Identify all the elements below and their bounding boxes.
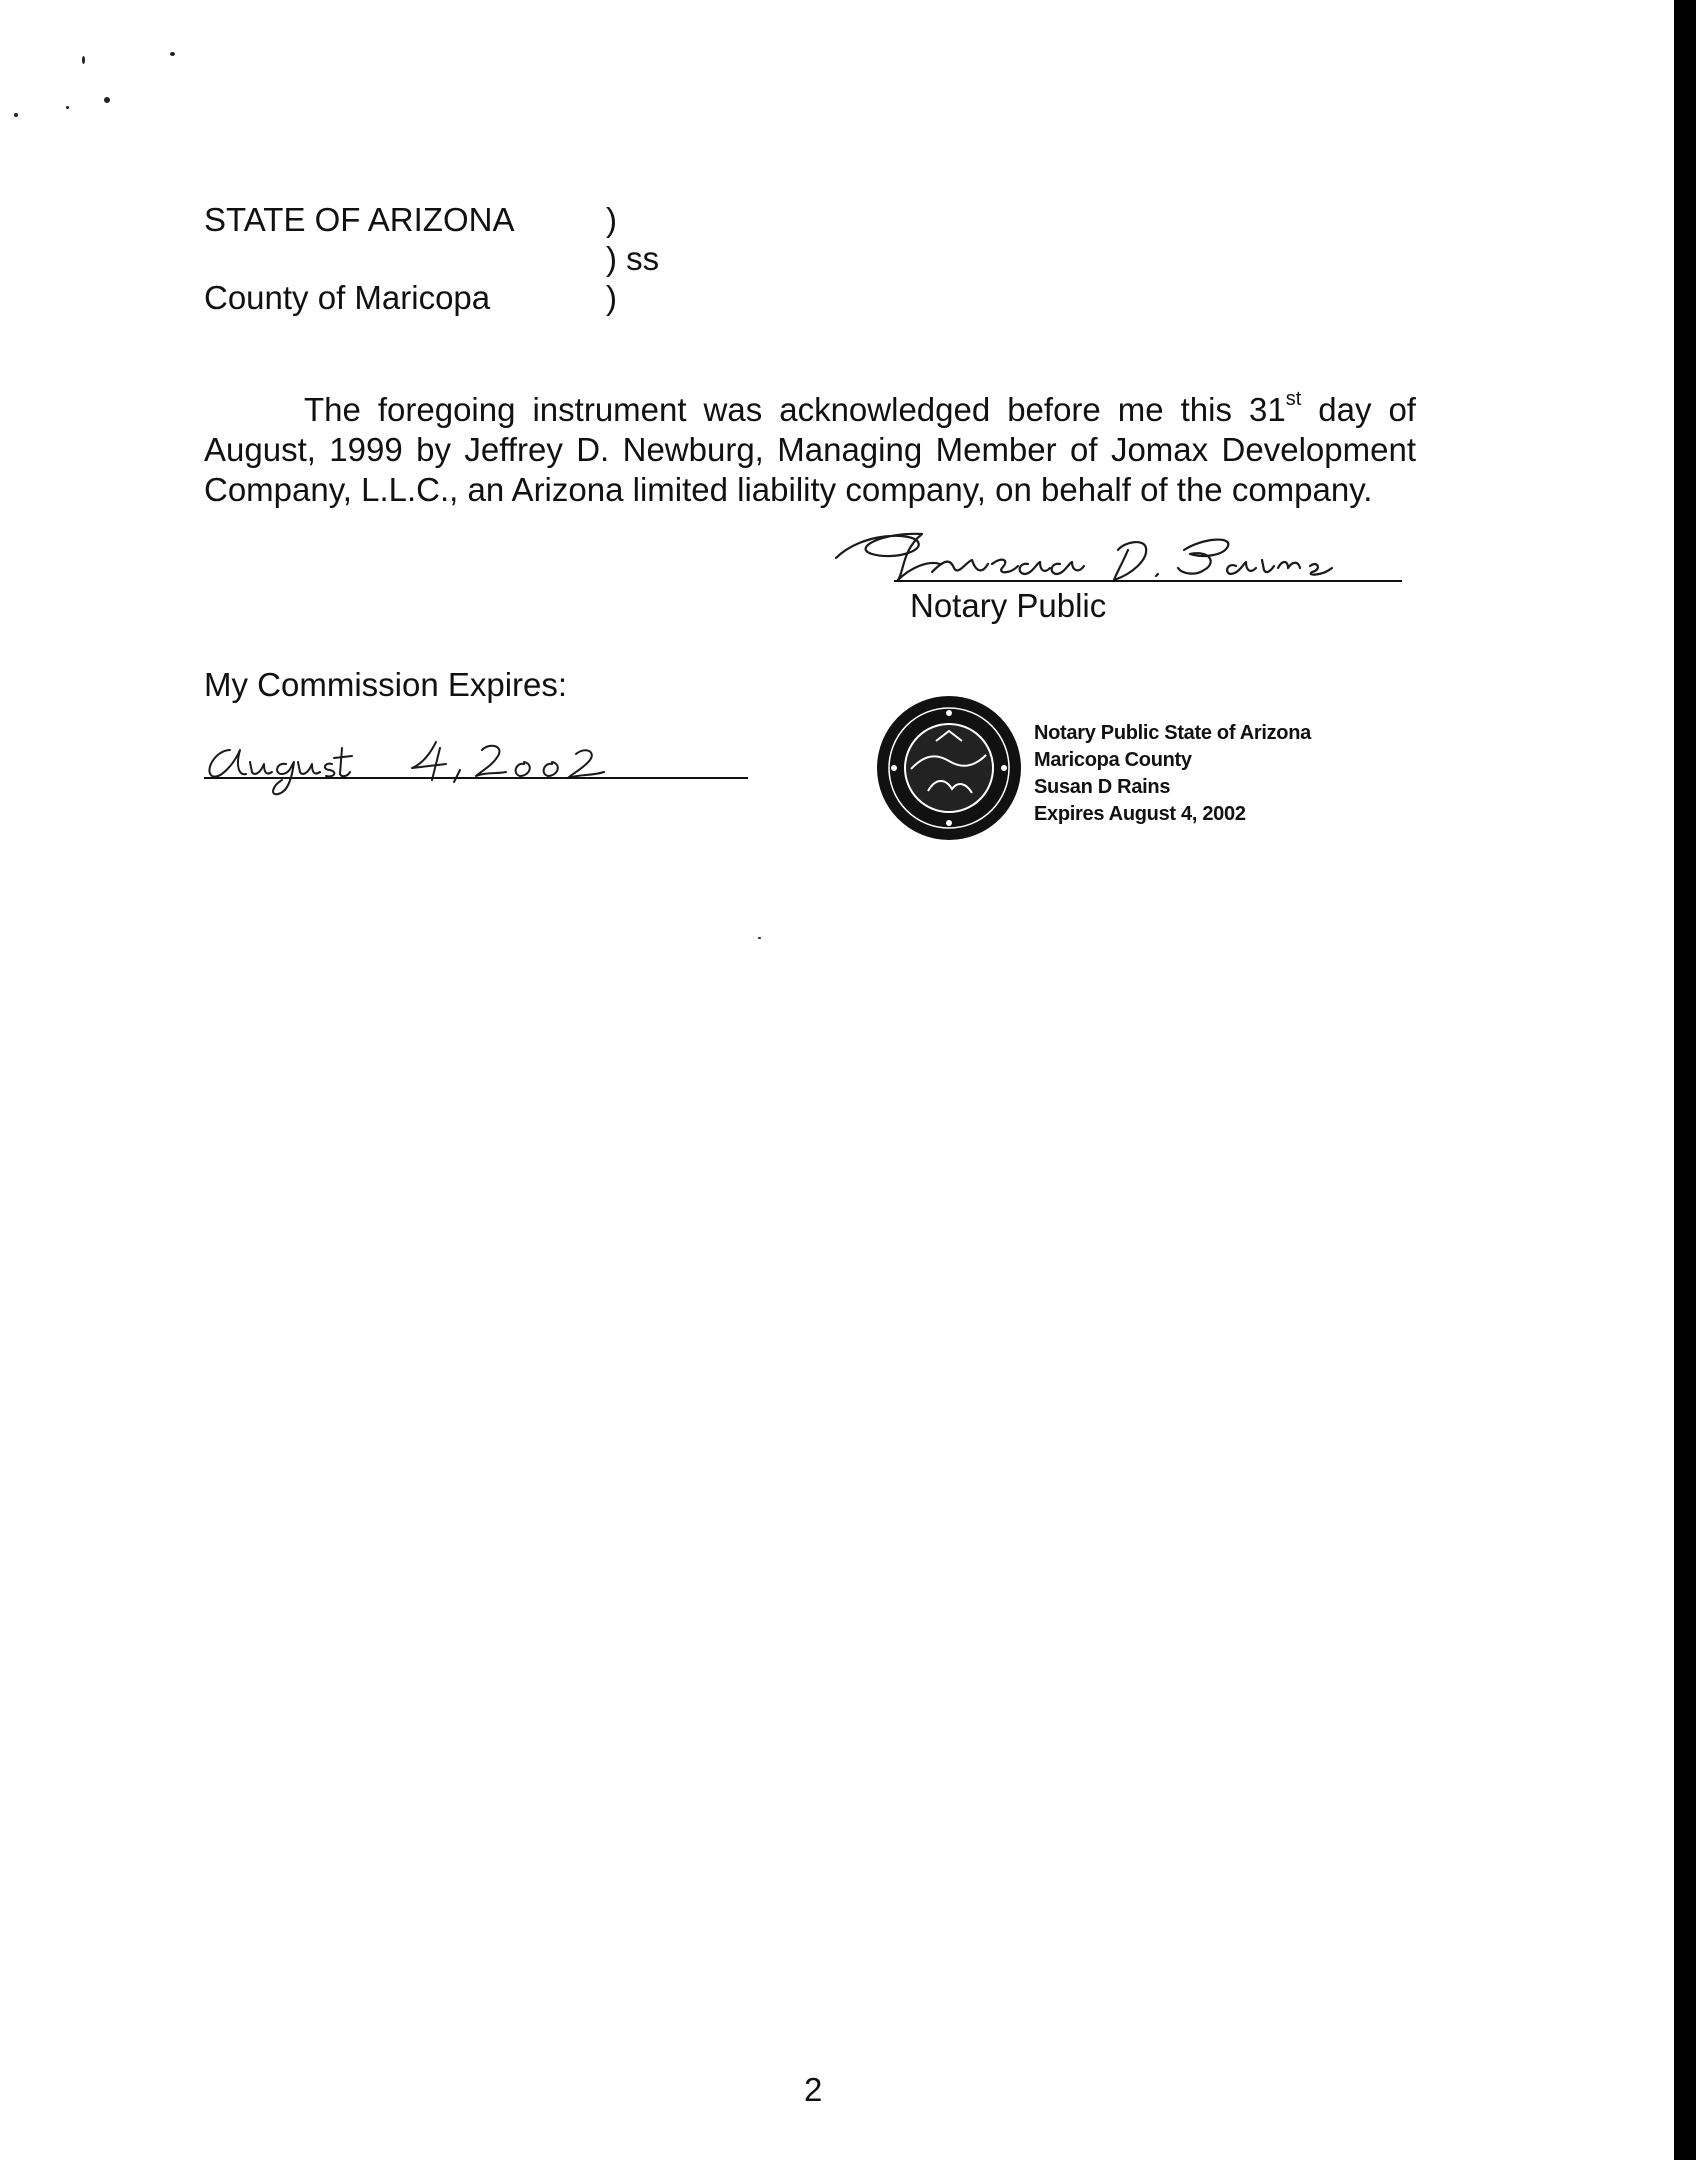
commission-date-line	[204, 777, 748, 779]
seal-line: Susan D Rains	[1034, 776, 1171, 798]
notary-seal-text	[1034, 720, 1311, 828]
acknowledgment-line-3: Company, L.L.C., an Arizona limited liability company, on behalf of the company.	[204, 471, 1373, 508]
scan-speck	[82, 56, 85, 64]
scan-speck	[104, 97, 110, 103]
notary-title: Notary Public	[910, 587, 1107, 624]
scan-speck	[170, 52, 175, 56]
seal-line: Notary Public State of Arizona	[1034, 722, 1311, 744]
venue-state: STATE OF ARIZONA	[204, 201, 515, 238]
venue-county: County of Maricopa	[204, 279, 491, 316]
scan-edge	[1674, 0, 1696, 2160]
scan-speck	[14, 113, 18, 117]
venue-paren-bottom: )	[606, 279, 617, 316]
commission-date-handwriting	[200, 720, 660, 800]
acknowledgment-line-1	[204, 390, 1416, 430]
notary-seal-icon	[876, 695, 1022, 841]
notary-signature-line	[894, 580, 1402, 582]
scan-speck	[758, 937, 761, 939]
page-number: 2	[804, 2071, 823, 2108]
commission-label: My Commission Expires:	[204, 666, 568, 703]
acknowledgment-text: day of	[1301, 391, 1416, 428]
venue-paren-top: )	[606, 201, 617, 238]
acknowledgment-text: The foregoing instrument was acknowledged before me this 31	[304, 391, 1286, 428]
acknowledgment-paragraph	[204, 390, 1416, 510]
venue-paren-ss: ) ss	[606, 240, 660, 277]
ordinal-suffix: st	[1285, 388, 1302, 410]
scan-speck	[66, 106, 69, 109]
seal-line: Expires August 4, 2002	[1034, 803, 1246, 825]
seal-line: Maricopa County	[1034, 749, 1192, 771]
acknowledgment-line-2: August, 1999 by Jeffrey D. Newburg, Managing Member of Jomax Development	[204, 431, 1416, 468]
